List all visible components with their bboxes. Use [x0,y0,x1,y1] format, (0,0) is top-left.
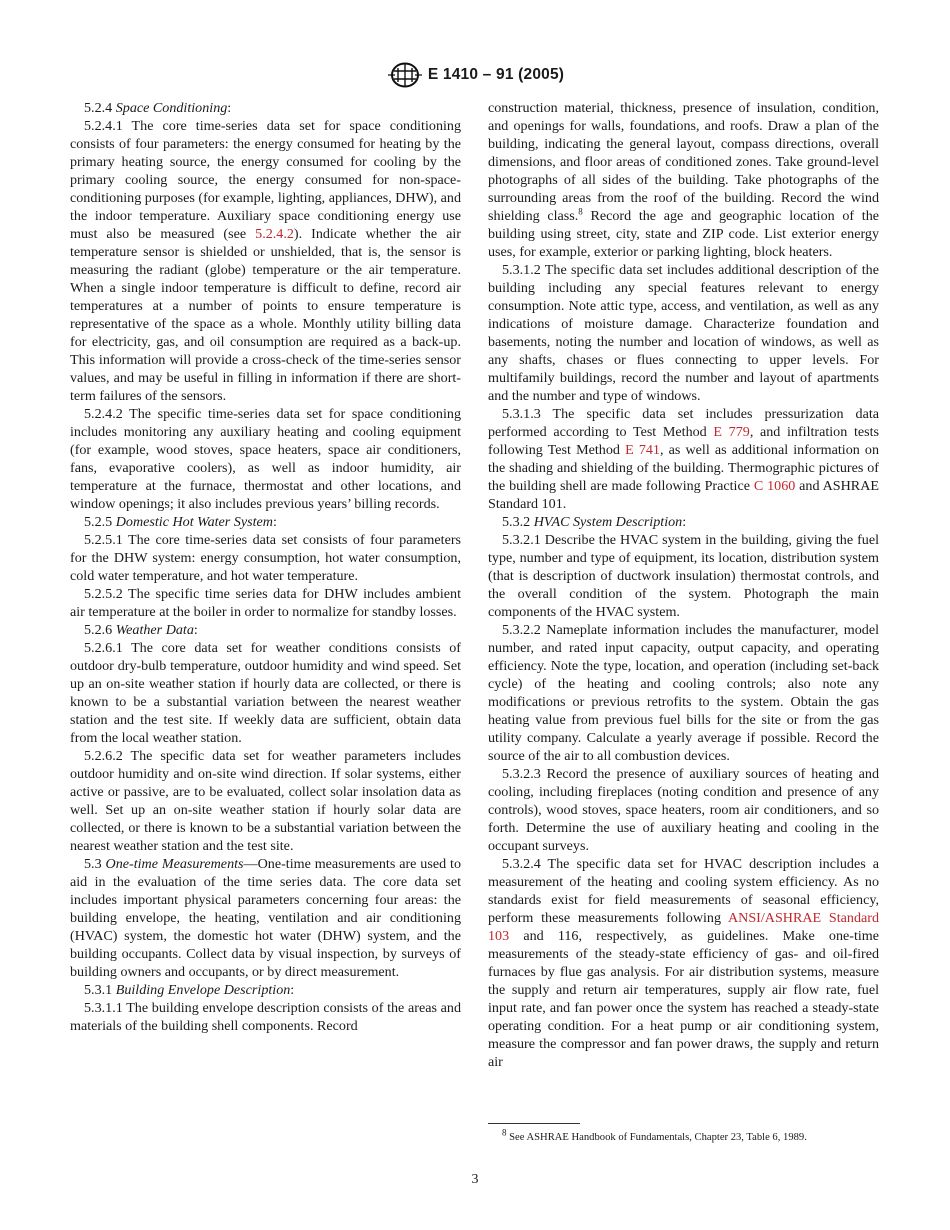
paragraph-5-3-1-1: 5.3.1.1 The building envelope description consists of the areas and materials of the building shell components. Record [70,1000,461,1034]
link-c1060[interactable]: C 1060 [753,478,796,494]
heading-5-3-2: 5.3.2 HVAC System Description: [502,514,687,530]
footnote-divider [488,1123,580,1124]
paragraph-5-3-1-2: 5.3.1.2 The specific data set includes additional description of the building including any special features relevant to energy consumption. Note attic type, access, and ventilation, as well as any indications of moisture damage. Characterize foundation and basements, noting the number and location of windows, as well as any shafts, chases or flues connecting to upper levels. For multifamily buildings, record the number and layout of apartments and the number and type of windows. [488,262,879,404]
paragraph-5-2-5-1: 5.2.5.1 The core time-series data set consists of four parameters for the DHW system: energy consumption, hot water consumption, cold water temperature, and hot water temperature. [70,532,461,584]
paragraph-5-3: 5.3 One-time Measurements—One-time measurements are used to aid in the evaluation of the time series data. The core data set includes important physical parameters concerning four areas: the building envelope, the heating, ventilation and air conditioning (HVAC) system, the domestic hot water (DHW) system, and the building occupants. Collect data by visual inspection, by surveys of building owners and occupants, or by direct measurement. [70,856,461,980]
heading-5-3-1: 5.3.1 Building Envelope Description: [84,982,295,998]
standard-designation: E 1410 – 91 (2005) [427,66,565,83]
link-e741[interactable]: E 741 [625,442,660,458]
paragraph-5-2-5-2: 5.2.5.2 The specific time series data for DHW includes ambient air temperature at the boiler in order to normalize for standby losses. [70,586,461,620]
heading-5-2-4: 5.2.4 Space Conditioning: [84,100,232,116]
heading-5-2-5: 5.2.5 Domestic Hot Water System: [84,514,277,530]
page-header [0,62,950,88]
footnote-8: $^8$ See ASHRAE Handbook of Fundamentals, Chapter 23, Table 6, 1989. [502,1127,807,1143]
paragraph-5-3-2-1: 5.3.2.1 Describe the HVAC system in the building, giving the fuel type, number and type of equipment, its location, distribution system (that is description of ductwork insulation) thermostat controls, and the overall condition of the system. Photograph the main components of the HVAC system. [488,532,879,620]
paragraph-5-3-1-1-continued: construction material, thickness, presence of insulation, condition, and openings for walls, foundations, and roofs. Draw a plan of the building, indicating the general layout, compass directions, overall dimensions, and floor areas of conditioned zones. Take ground-level photographs of all sides of the building. Take photographs of the surrounding areas from the roof of the building. Record the wind shielding class.$^8$ Record the age and geographic location of the building using street, city, state and ZIP code. List exterior energy uses, for example, exterior or parking lighting, block heaters. [488,100,879,260]
paragraph-5-3-2-2: 5.3.2.2 Nameplate information includes the manufacturer, model number, and rated input capacity, output capacity, and operating efficiency. Note the type, location, and operation (including set-back cycle) of the heating and cooling controls; also note any modifications or previous retrofits to the system. Obtain the gas heating value from previous fuel bills for the site or from the gas utility company. Calculate a yearly average if possible. Record the source of the air to all combustion devices. [488,622,879,764]
link-5-2-4-2[interactable]: 5.2.4.2 [255,226,294,242]
left-column [70,99,461,1035]
right-column [488,99,879,1071]
paragraph-5-3-1-3: 5.3.1.3 The specific data set includes pressurization data performed according to Test Method E 779, and infiltration tests following Test Method E 741, as well as additional information on the shading and shielding of the building. Thermographic pictures of the building shell are made following Practice C 1060 and ASHRAE Standard 101. [488,406,880,512]
link-e779[interactable]: E 779 [713,424,750,440]
heading-5-2-6: 5.2.6 Weather Data: [84,622,198,638]
paragraph-5-2-4-2: 5.2.4.2 The specific time-series data set for space conditioning includes monitoring any auxiliary heating and cooling equipment (for example, wood stoves, space heaters, space air conditioners, fans, evaporative coolers), as well as indoor humidity, air temperature at the furnace, thermostat and other locations, and window openings; it also includes previous years’ billing records. [70,406,461,512]
paragraph-5-2-6-2: 5.2.6.2 The specific data set for weather parameters includes outdoor humidity and on-site wind direction. If solar systems, either active or passive, are to be evaluated, collect solar insolation data as well. Set up an on-site weather station if hourly solar data are collected, or there is known to be a substantial variation between the nearest weather station and the test site. [70,748,461,854]
paragraph-5-3-2-4: 5.3.2.4 The specific data set for HVAC description includes a measurement of the heating and cooling system efficiency. As no standards exist for field measurements of seasonal efficiency, perform these measurements following ANSI/ASHRAE Standard 103 and 116, respectively, as guidelines. Make one-time measurements of the steady-state efficiency of gas- and oil-fired furnaces by flue gas analysis. For air distribution systems, measure the supply and return air temperatures, supply air flow rate, fuel input rate, and fan power once the system has reached a steady-state operating condition. For a heat pump or air conditioning system, measure the compressor and fan power draws, the supply and return air [488,856,879,1070]
link-ansi-ashrae-103[interactable]: ANSI/ASHRAE Standard 103 [488,910,879,944]
footnote-ref-8: 8 [578,206,583,217]
paragraph-5-2-6-1: 5.2.6.1 The core data set for weather conditions consists of outdoor dry-bulb temperature, outdoor humidity and wind speed. Set up an on-site weather station if hourly data are collected, or there is known to be a substantial variation between the nearest weather station and the test site. If weekly data are sufficient, obtain data from the local weather station. [70,640,461,746]
page-number: 3 [471,1172,479,1187]
paragraph-5-2-4-1: 5.2.4.1 The core time-series data set for space conditioning consists of four parameters: the energy consumed for heating by the primary heating source, the energy consumed for cooling by the primary cooling source, the energy consumed for non-space-conditioning purposes (for example, lighting, appliances, DHW), and the indoor temperature. Auxiliary space conditioning energy use must also be measured (see 5.2.4.2). Indicate whether the air temperature sensor is shielded or unshielded, that is, the sensor is measuring the radiant (globe) temperature or the air temperature. When a single indoor temperature is difficult to define, record air temperatures at a number of points to ensure temperature is representative of the space as a whole. Monthly utility billing data for electricity, gas, and oil consumption are required as a back-up. This information will provide a cross-check of the time-series sensor values, and may be useful in filling in information if there are short-term failures of the sensors. [70,118,462,404]
astm-logo-icon [386,62,424,88]
paragraph-5-3-2-3: 5.3.2.3 Record the presence of auxiliary sources of heating and cooling, including fireplaces (noting condition and presence of any controls), wood stoves, space heaters, room air conditioners, and so forth. Determine the use of auxiliary heating and cooling in the occupant surveys. [488,766,879,854]
